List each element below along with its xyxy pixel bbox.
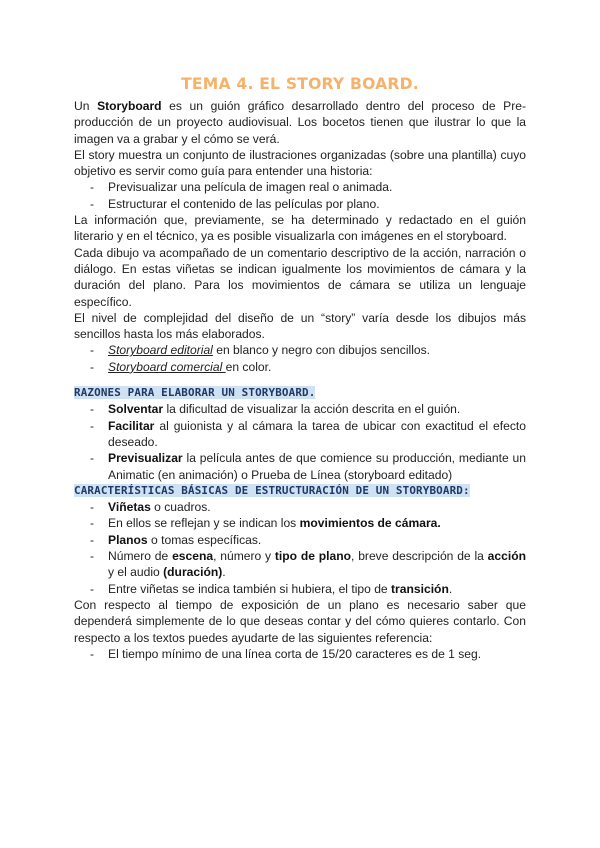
list-item — [74, 342, 526, 358]
storyboard-types-list — [74, 342, 526, 375]
list-item-text: Estructurar el contenido de las películas por plano. — [108, 196, 380, 211]
list-item-text: la dificultad de visualizar la acción descrita en el guión. — [163, 402, 461, 417]
bullet-dash: - — [90, 196, 95, 211]
bold-term: tipo de plano — [274, 549, 352, 564]
intro-paragraph-1 — [74, 98, 526, 147]
text-run: Un — [74, 99, 98, 113]
intro-paragraph-3: La información que, previamente, se ha determinado y redactado en el guión literario y en el técnico, ya es posible visualizarla con imágenes en el storyboard. — [74, 213, 526, 244]
list-item-text: en color. — [225, 359, 272, 374]
list-item-text: Entre viñetas se indica también si hubiera, el tipo de — [108, 581, 392, 596]
bullet-dash: - — [90, 418, 95, 433]
list-item — [74, 532, 526, 548]
list-item — [74, 179, 526, 195]
storyboard-editorial-link[interactable]: Storyboard editorial — [108, 343, 213, 358]
list-item — [74, 646, 526, 662]
list-item — [74, 499, 526, 515]
bold-term: movimientos de cámara. — [299, 516, 441, 531]
bullet-dash: - — [90, 500, 95, 515]
spacer — [74, 375, 526, 385]
bold-term: Viñetas — [108, 500, 151, 515]
bold-term: Planos — [108, 532, 148, 547]
bold-term: (duración) — [163, 565, 223, 580]
text-run: es un guión gráfico desarrollado dentro del proceso de Pre-producción de un proyecto audiovisual. Los bocetos tienen que ilustrar lo que la imagen va a grabar y el cómo se verá. — [74, 99, 526, 146]
characteristics-list — [74, 499, 526, 597]
bullet-dash: - — [90, 549, 95, 564]
list-item-text: o cuadros. — [150, 500, 211, 515]
list-item-text: Previsualizar una película de imagen real o animada. — [108, 180, 393, 195]
bold-term: acción — [487, 549, 526, 564]
bullet-dash: - — [90, 402, 95, 417]
timing-list — [74, 646, 526, 662]
reasons-list — [74, 401, 526, 482]
bullet-dash: - — [90, 581, 95, 596]
heading-text: CARACTERÍSTICAS BÁSICAS DE ESTRUCTURACIÓN DE UN STORYBOARD: — [74, 483, 470, 497]
heading-text: RAZONES PARA ELABORAR UN STORYBOARD. — [74, 386, 316, 400]
document-body — [74, 98, 526, 662]
section-heading-reasons — [74, 385, 526, 401]
list-item-text: la película antes de que comience su producción, mediante un Animatic (en animación) o Prueba de Línea (storyboard editado) — [108, 451, 526, 482]
list-item-text: en blanco y negro con dibujos sencillos. — [212, 343, 431, 358]
bullet-dash: - — [90, 359, 95, 374]
bullet-dash: - — [90, 180, 95, 195]
bullet-dash: - — [90, 343, 95, 358]
list-item-text: En ellos se reflejan y se indican los — [108, 516, 300, 531]
list-item — [74, 418, 526, 451]
list-item — [74, 401, 526, 417]
list-item — [74, 548, 526, 581]
text-run: , breve descripción de la — [351, 549, 488, 564]
bold-term: transición — [391, 581, 449, 596]
intro-paragraph-5: El nivel de complejidad del diseño de un “story” varía desde los dibujos más sencillos hasta los más elaborados. — [74, 310, 526, 342]
list-item — [74, 581, 526, 597]
bold-term: Facilitar — [108, 418, 155, 433]
list-item-text: o tomas específicas. — [147, 532, 262, 547]
intro-paragraph-2: El story muestra un conjunto de ilustraciones organizadas (sobre una plantilla) cuyo objetivo es servir como guía para entender una historia: — [74, 147, 526, 179]
page-title: TEMA 4. EL STORY BOARD. — [181, 75, 419, 93]
text-run: , número y — [213, 549, 275, 564]
bullet-dash: - — [90, 516, 95, 531]
text-run: . — [222, 565, 226, 580]
bold-term: Previsualizar — [108, 451, 183, 466]
list-item — [74, 515, 526, 531]
closing-paragraph: Con respecto al tiempo de exposición de un plano es necesario saber que dependerá simplemente de lo que deseas contar y del cómo quieres contarlo. Con respecto a los textos puedes ayudarte de las siguientes referencia: — [74, 597, 526, 645]
bullet-dash: - — [90, 451, 95, 466]
list-item-text: El tiempo mínimo de una línea corta de 15/20 caracteres es de 1 seg. — [108, 646, 482, 661]
list-item — [74, 196, 526, 212]
list-item — [74, 359, 526, 375]
list-item — [74, 450, 526, 483]
bold-term: Solventar — [108, 402, 164, 417]
text-run: . — [448, 581, 453, 596]
bullet-dash: - — [90, 646, 95, 661]
intro-paragraph-4: Cada dibujo va acompañado de un comentario descriptivo de la acción, narración o diálogo. En estas viñetas se indican igualmente los movimientos de cámara y la duración del plano. Para los movimientos de cámara se utiliza un lenguaje específico. — [74, 245, 526, 309]
text-run: y el audio — [108, 565, 164, 580]
bullet-dash: - — [90, 532, 95, 547]
storyboard-term: Storyboard — [97, 99, 162, 113]
text-run: Número de — [108, 549, 173, 564]
bold-term: escena — [172, 549, 214, 564]
storyboard-comercial-link[interactable]: Storyboard comercial — [108, 359, 226, 374]
list-item-text: al guionista y al cámara la tarea de ubicar con exactitud el efecto deseado. — [108, 418, 526, 449]
section-heading-characteristics — [74, 483, 526, 499]
purpose-list — [74, 179, 526, 212]
